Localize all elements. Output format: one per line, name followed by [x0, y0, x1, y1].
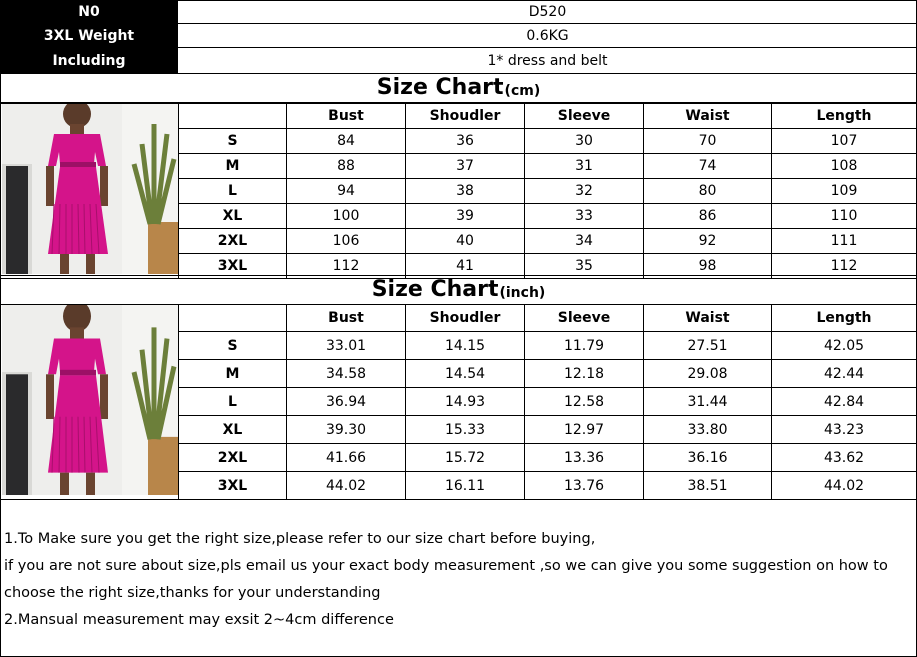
column-header: Waist	[644, 305, 772, 332]
measurement-cell: 34.58	[287, 360, 406, 388]
measurement-cell: 106	[287, 229, 406, 254]
measurement-cell: 108	[772, 154, 917, 179]
measurement-cell: 43.23	[772, 416, 917, 444]
size-label: 3XL	[179, 472, 287, 500]
measurement-cell: 84	[287, 129, 406, 154]
measurement-cell: 15.72	[406, 444, 525, 472]
note-line: choose the right size,thanks for your understanding	[4, 585, 381, 601]
header-value: D520	[178, 0, 917, 24]
dress-photo	[1, 104, 179, 279]
column-header: Length	[772, 104, 917, 129]
measurement-cell: 44.02	[772, 472, 917, 500]
measurement-cell: 39.30	[287, 416, 406, 444]
note-line: 1.To Make sure you get the right size,please refer to our size chart before buying,	[4, 531, 596, 547]
measurement-cell: 44.02	[287, 472, 406, 500]
column-header: Sleeve	[525, 104, 644, 129]
measurement-cell: 31.44	[644, 388, 772, 416]
size-header-cell	[179, 104, 287, 129]
measurement-cell: 41.66	[287, 444, 406, 472]
measurement-cell: 27.51	[644, 332, 772, 360]
column-header: Length	[772, 305, 917, 332]
column-header: Waist	[644, 104, 772, 129]
dress-photo	[1, 305, 179, 500]
measurement-cell: 38.51	[644, 472, 772, 500]
column-header: Bust	[287, 305, 406, 332]
measurement-cell: 41	[406, 254, 525, 279]
measurement-cell: 80	[644, 179, 772, 204]
measurement-cell: 107	[772, 129, 917, 154]
size-chart-cm-table	[0, 103, 917, 279]
note-line: if you are not sure about size,pls email us your exact body measurement ,so we can give you some suggestion on how to	[4, 558, 888, 574]
measurement-cell: 40	[406, 229, 525, 254]
note-line: 2.Mansual measurement may exsit 2~4cm difference	[4, 612, 394, 628]
size-label: 2XL	[179, 229, 287, 254]
size-label: S	[179, 129, 287, 154]
measurement-cell: 112	[287, 254, 406, 279]
header-value: 0.6KG	[178, 24, 917, 48]
measurement-cell: 16.11	[406, 472, 525, 500]
measurement-cell: 111	[772, 229, 917, 254]
measurement-cell: 29.08	[644, 360, 772, 388]
measurement-cell: 14.93	[406, 388, 525, 416]
size-label: M	[179, 360, 287, 388]
measurement-cell: 36	[406, 129, 525, 154]
measurement-cell: 88	[287, 154, 406, 179]
measurement-cell: 13.76	[525, 472, 644, 500]
column-header: Shoudler	[406, 305, 525, 332]
measurement-cell: 31	[525, 154, 644, 179]
measurement-cell: 33	[525, 204, 644, 229]
measurement-cell: 12.97	[525, 416, 644, 444]
header-label: Including	[0, 48, 178, 73]
size-chart-title-text: Size Chart	[376, 75, 504, 100]
header-label: 3XL Weight	[0, 24, 178, 48]
measurement-cell: 109	[772, 179, 917, 204]
measurement-cell: 42.05	[772, 332, 917, 360]
measurement-cell: 42.84	[772, 388, 917, 416]
measurement-cell: 98	[644, 254, 772, 279]
measurement-cell: 12.18	[525, 360, 644, 388]
measurement-cell: 32	[525, 179, 644, 204]
size-chart-inch-title	[0, 275, 917, 305]
header-row-weight	[0, 24, 917, 48]
measurement-cell: 37	[406, 154, 525, 179]
size-chart-unit: (cm)	[504, 83, 541, 99]
measurement-cell: 13.36	[525, 444, 644, 472]
size-label: 3XL	[179, 254, 287, 279]
sizing-notes	[4, 526, 909, 634]
header-row-number	[0, 0, 917, 24]
measurement-cell: 11.79	[525, 332, 644, 360]
measurement-cell: 36.94	[287, 388, 406, 416]
measurement-cell: 33.01	[287, 332, 406, 360]
size-header-cell	[179, 305, 287, 332]
column-header: Shoudler	[406, 104, 525, 129]
measurement-cell: 110	[772, 204, 917, 229]
measurement-cell: 74	[644, 154, 772, 179]
measurement-cell: 94	[287, 179, 406, 204]
measurement-cell: 30	[525, 129, 644, 154]
size-label: L	[179, 388, 287, 416]
size-label: S	[179, 332, 287, 360]
measurement-cell: 35	[525, 254, 644, 279]
measurement-cell: 43.62	[772, 444, 917, 472]
measurement-cell: 36.16	[644, 444, 772, 472]
size-label: XL	[179, 416, 287, 444]
header-value: 1* dress and belt	[487, 52, 608, 69]
header-row-including	[0, 48, 917, 73]
table-header-row	[1, 305, 917, 332]
measurement-cell: 100	[287, 204, 406, 229]
size-label: XL	[179, 204, 287, 229]
measurement-cell: 15.33	[406, 416, 525, 444]
size-chart-inch-table	[0, 304, 917, 500]
size-chart-title-text: Size Chart	[371, 277, 499, 302]
measurement-cell: 70	[644, 129, 772, 154]
size-label: M	[179, 154, 287, 179]
measurement-cell: 92	[644, 229, 772, 254]
measurement-cell: 112	[772, 254, 917, 279]
header-label: N0	[0, 0, 178, 24]
table-header-row	[1, 104, 917, 129]
measurement-cell: 42.44	[772, 360, 917, 388]
measurement-cell: 12.58	[525, 388, 644, 416]
size-chart-cm-title	[0, 73, 917, 103]
measurement-cell: 38	[406, 179, 525, 204]
measurement-cell: 39	[406, 204, 525, 229]
measurement-cell: 34	[525, 229, 644, 254]
product-info-header	[0, 0, 917, 73]
size-label: 2XL	[179, 444, 287, 472]
measurement-cell: 33.80	[644, 416, 772, 444]
size-chart-unit: (inch)	[499, 285, 546, 301]
size-label: L	[179, 179, 287, 204]
column-header: Bust	[287, 104, 406, 129]
measurement-cell: 86	[644, 204, 772, 229]
column-header: Sleeve	[525, 305, 644, 332]
measurement-cell: 14.54	[406, 360, 525, 388]
measurement-cell: 14.15	[406, 332, 525, 360]
